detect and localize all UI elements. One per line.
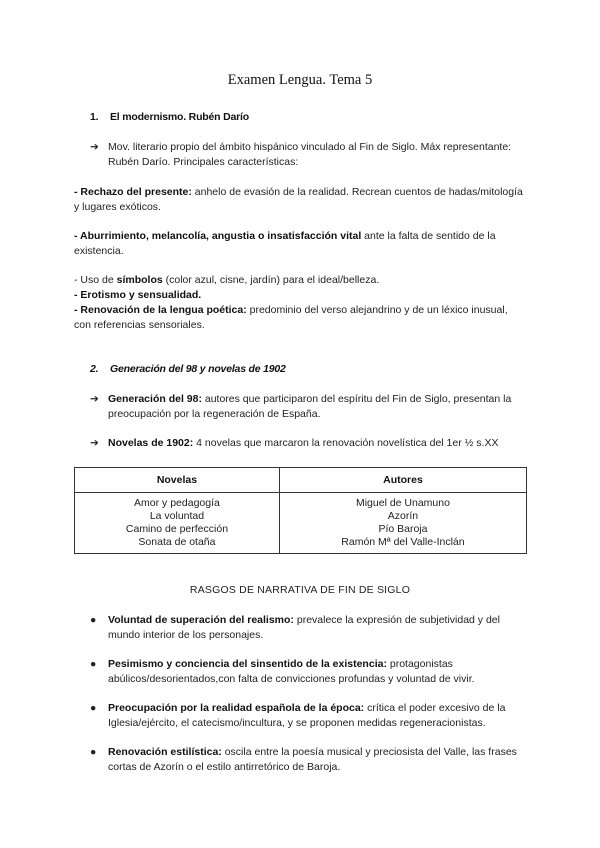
paragraph-simbolos	[74, 273, 526, 288]
section-2-item-novelas	[90, 436, 530, 451]
table-cell-autores	[279, 493, 526, 554]
paragraph-erotismo	[74, 288, 526, 303]
section-2-heading	[90, 363, 286, 375]
autor-name: Ramón Mª del Valle-Inclán	[341, 536, 465, 548]
rasgo-text: oscila entre la poesía musical y preciosista del Valle, las frases cortas de Azorín o el estilo antirretórico de Baroja.	[108, 746, 517, 773]
rasgo-bold: Preocupación por la realidad española de la época:	[108, 702, 365, 714]
autor-name: Azorín	[387, 510, 419, 522]
rasgo-item	[90, 613, 530, 643]
paragraph-simbolos-text: (color azul, cisne, jardín) para el ideal/belleza.	[162, 274, 380, 286]
novelas-text: 4 novelas que marcaron la renovación novelística del 1er ½ s.XX	[193, 437, 499, 449]
rasgos-heading: RASGOS DE NARRATIVA DE FIN DE SIGLO	[189, 584, 411, 596]
rasgo-text: crítica el poder excesivo de la Iglesia/ejército, el catecismo/incultura, y se proponen medidas regeneracionistas.	[108, 702, 506, 729]
autor-name: Pío Baroja	[378, 523, 428, 535]
bullet-icon: ●	[90, 746, 97, 758]
paragraph-rechazo-text: anhelo de evasión de la realidad. Recrean cuentos de hadas/mitología y lugares exóticos.	[74, 186, 523, 213]
paragraph-rechazo-bold: - Rechazo del presente:	[74, 186, 192, 198]
section-2-item-generacion	[90, 392, 530, 422]
paragraph-aburrimiento-bold: - Aburrimiento, melancolía, angustia o insatisfacción vital	[74, 230, 362, 242]
table-header-autores: Autores	[279, 468, 526, 493]
paragraph-simbolos-bold: símbolos	[116, 274, 163, 286]
paragraph-aburrimiento	[74, 229, 526, 259]
section-1-intro-text: Mov. literario propio del ámbito hispánico vinculado al Fin de Siglo. Máx representante: Rubén Darío. Principales características:	[108, 141, 512, 168]
generacion-bold: Generación del 98:	[108, 393, 202, 405]
document-title: Examen Lengua. Tema 5	[227, 72, 373, 88]
section-1-number: 1.	[90, 111, 99, 123]
paragraph-aburrimiento-text: ante la falta de sentido de la existencia.	[74, 230, 496, 257]
novelas-table	[74, 467, 527, 554]
arrow-icon: ➔	[90, 437, 99, 449]
arrow-icon: ➔	[90, 393, 99, 405]
generacion-text: autores que participaron del espíritu del Fin de Siglo, presentan la preocupación por la regeneración de España.	[108, 393, 512, 420]
novela-title: Camino de perfección	[125, 523, 229, 535]
paragraph-erotismo-bold: - Erotismo y sensualidad.	[74, 289, 202, 301]
paragraph-rechazo	[74, 185, 524, 215]
rasgo-bold: Renovación estilística:	[108, 746, 222, 758]
section-1-intro	[90, 140, 530, 170]
bullet-icon: ●	[90, 702, 97, 714]
bullet-icon: ●	[90, 614, 97, 626]
paragraph-renovacion-bold: - Renovación de la lengua poética:	[74, 304, 247, 316]
novela-title: Amor y pedagogía	[134, 497, 220, 509]
autor-name: Miguel de Unamuno	[355, 497, 450, 509]
novela-title: Sonata de otaña	[138, 536, 216, 548]
arrow-icon: ➔	[90, 141, 99, 153]
rasgo-item	[90, 701, 530, 731]
paragraph-renovacion-text: predominio del verso alejandrino y de un léxico inusual, con referencias sensoriales.	[74, 304, 508, 331]
section-2-number: 2.	[90, 363, 99, 375]
section-1-heading	[90, 111, 249, 123]
rasgo-bold: Pesimismo y conciencia del sinsentido de la existencia:	[108, 658, 387, 670]
bullet-icon: ●	[90, 658, 97, 670]
table-header-novelas: Novelas	[75, 468, 280, 493]
novela-title: La voluntad	[149, 510, 205, 522]
section-1-heading-text: El modernismo. Rubén Darío	[110, 111, 249, 123]
rasgo-bold: Voluntad de superación del realismo:	[108, 614, 294, 626]
rasgo-item	[90, 745, 530, 775]
rasgo-text: prevalece la expresión de subjetividad y del mundo interior de los personajes.	[108, 614, 500, 641]
rasgo-item	[90, 657, 530, 687]
paragraph-simbolos-pre: - Uso de	[74, 274, 117, 286]
novelas-bold: Novelas de 1902:	[108, 437, 194, 449]
paragraph-renovacion	[74, 303, 519, 333]
table-cell-novelas	[75, 493, 280, 554]
rasgo-text: protagonistas abúlicos/desorientados,con falta de convicciones profundas y voluntad de vivir.	[108, 658, 475, 685]
section-2-heading-text: Generación del 98 y novelas de 1902	[110, 363, 286, 375]
